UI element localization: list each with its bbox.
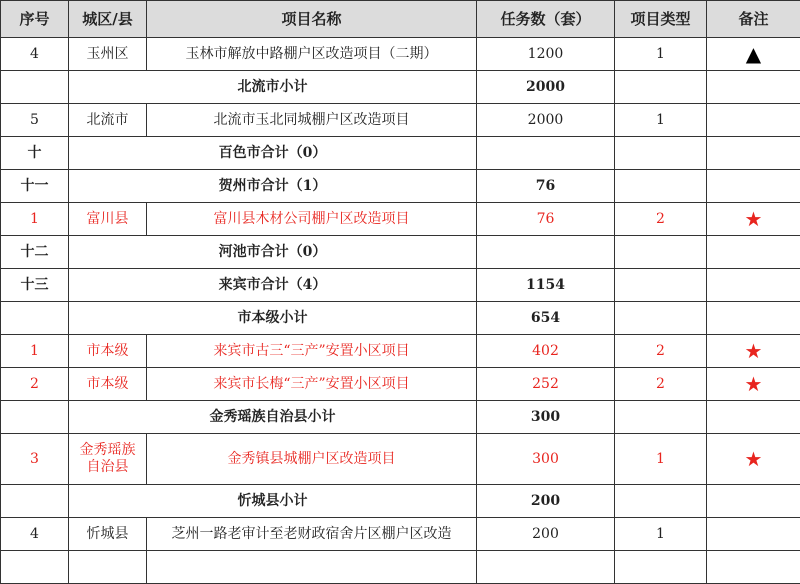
- star-icon: ★: [707, 203, 800, 236]
- row-project-type: 1: [615, 104, 707, 137]
- row-task-count: 402: [477, 335, 615, 368]
- row-project-name: 来宾市长梅“三产”安置小区项目: [147, 368, 477, 401]
- row-project-type: 1: [615, 518, 707, 551]
- row-project-name: 来宾市古三“三产”安置小区项目: [147, 335, 477, 368]
- city-no: 十一: [1, 170, 69, 203]
- header-task-count: 任务数（套）: [477, 1, 615, 38]
- row-county: 金秀瑶族自治县: [69, 434, 147, 485]
- row-project-name: 玉林市解放中路棚户区改造项目（二期）: [147, 38, 477, 71]
- subtotal-count: 654: [477, 302, 615, 335]
- row-task-count: 2000: [477, 104, 615, 137]
- subtotal-label: 市本级小计: [69, 302, 477, 335]
- row-project-name: 富川县木材公司棚户区改造项目: [147, 203, 477, 236]
- city-total-row: [1, 170, 800, 203]
- subtotal-label: 北流市小计: [69, 71, 477, 104]
- city-total-label: 百色市合计（0）: [69, 137, 477, 170]
- row-no: 4: [1, 518, 69, 551]
- row-county: 忻城县: [69, 518, 147, 551]
- header-project-type: 项目类型: [615, 1, 707, 38]
- header-no: 序号: [1, 1, 69, 38]
- table-row: [1, 104, 800, 137]
- city-no: 十三: [1, 269, 69, 302]
- city-total-label: 河池市合计（0）: [69, 236, 477, 269]
- row-task-count: 252: [477, 368, 615, 401]
- row-no: 4: [1, 38, 69, 71]
- city-total-row: [1, 269, 800, 302]
- row-no: 2: [1, 368, 69, 401]
- row-task-count: 76: [477, 203, 615, 236]
- row-project-type: 1: [615, 434, 707, 485]
- header-project-name: 项目名称: [147, 1, 477, 38]
- subtotal-label: 忻城县小计: [69, 485, 477, 518]
- row-project-name: 北流市玉北同城棚户区改造项目: [147, 104, 477, 137]
- city-total-count: [477, 137, 615, 170]
- header-county: 城区/县: [69, 1, 147, 38]
- city-total-row: [1, 137, 800, 170]
- subtotal-row: [1, 401, 800, 434]
- star-icon: ★: [707, 434, 800, 485]
- row-county: 玉州区: [69, 38, 147, 71]
- city-total-label: 贺州市合计（1）: [69, 170, 477, 203]
- row-project-name: 金秀镇县城棚户区改造项目: [147, 434, 477, 485]
- table-row: [1, 434, 800, 485]
- row-task-count: 200: [477, 518, 615, 551]
- header-remarks: 备注: [707, 1, 800, 38]
- row-project-type: 2: [615, 368, 707, 401]
- subtotal-row: [1, 71, 800, 104]
- header-row: [1, 1, 800, 38]
- row-no: 5: [1, 104, 69, 137]
- city-no: 十二: [1, 236, 69, 269]
- row-project-name: 芝州一路老审计至老财政宿舍片区棚户区改造: [147, 518, 477, 551]
- city-total-count: [477, 236, 615, 269]
- city-total-label: 来宾市合计（4）: [69, 269, 477, 302]
- table-row: [1, 38, 800, 71]
- triangle-icon: ▲: [707, 38, 800, 71]
- row-county: 市本级: [69, 335, 147, 368]
- table-row-partial: [1, 551, 800, 584]
- row-task-count: 300: [477, 434, 615, 485]
- city-total-count: 76: [477, 170, 615, 203]
- subtotal-label: 金秀瑶族自治县小计: [69, 401, 477, 434]
- table-row: [1, 518, 800, 551]
- row-project-type: 2: [615, 335, 707, 368]
- city-no: 十: [1, 137, 69, 170]
- row-project-type: 2: [615, 203, 707, 236]
- table-row: [1, 203, 800, 236]
- row-project-type: 1: [615, 38, 707, 71]
- city-total-count: 1154: [477, 269, 615, 302]
- row-county: 市本级: [69, 368, 147, 401]
- city-total-row: [1, 236, 800, 269]
- table-row: [1, 368, 800, 401]
- star-icon: ★: [707, 335, 800, 368]
- row-county: 富川县: [69, 203, 147, 236]
- table-row: [1, 335, 800, 368]
- row-no: 3: [1, 434, 69, 485]
- subtotal-row: [1, 485, 800, 518]
- subtotal-count: 300: [477, 401, 615, 434]
- row-no: 1: [1, 203, 69, 236]
- row-task-count: 1200: [477, 38, 615, 71]
- star-icon: ★: [707, 368, 800, 401]
- row-county: 北流市: [69, 104, 147, 137]
- row-no: 1: [1, 335, 69, 368]
- subtotal-count: 200: [477, 485, 615, 518]
- subtotal-row: [1, 302, 800, 335]
- subtotal-count: 2000: [477, 71, 615, 104]
